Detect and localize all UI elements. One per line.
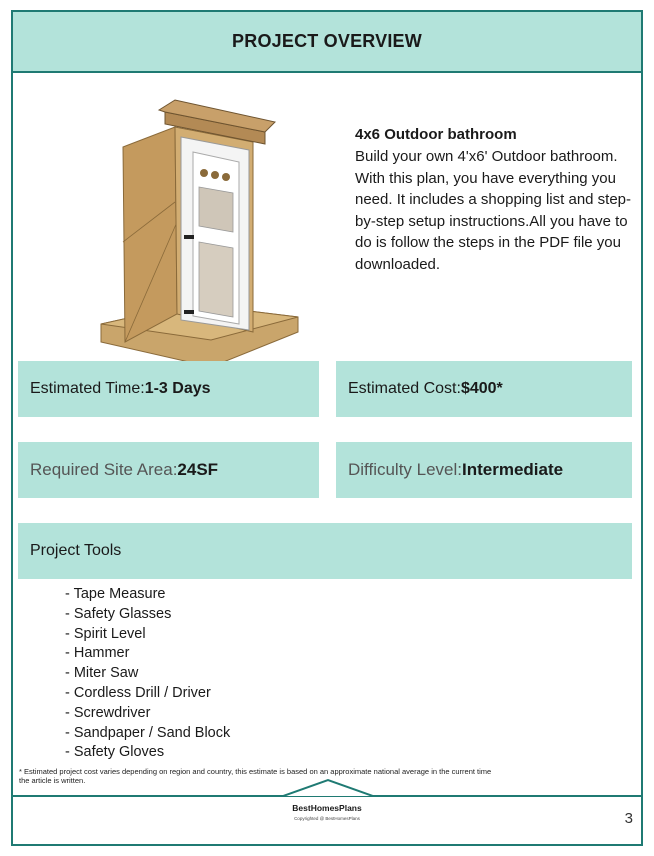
estimated-time-label: Estimated Time: (30, 380, 145, 397)
site-area-box (18, 442, 319, 498)
intro-section (355, 126, 640, 275)
page-title: PROJECT OVERVIEW (232, 31, 422, 51)
footer-notch-ornament (283, 778, 373, 798)
intro-title: 4x6 Outdoor bathroom (355, 126, 517, 143)
footer-copyright: Copyrighted @ BestHomesPlans (294, 816, 360, 821)
estimated-cost-label: Estimated Cost: (348, 380, 461, 397)
page-frame (11, 10, 643, 846)
list-item: - Spirit Level (65, 625, 146, 642)
tools-list (65, 585, 230, 763)
footer-brand: BestHomesPlans (292, 803, 362, 813)
intro-description: Build your own 4'x6' Outdoor bathroom. With this plan, you have everything you need. It includes a shopping list and step-by-step setup instructions.All you have to do is follow the steps in the PDF file you downloaded. (355, 148, 632, 273)
estimated-time-box (18, 361, 319, 417)
footnote-line: * Estimated project cost varies depending on region and country, this estimate is based on an approximate national average in the current time (19, 767, 492, 776)
project-tools-header (18, 523, 632, 579)
list-item: - Cordless Drill / Driver (65, 684, 211, 701)
list-item: - Sandpaper / Sand Block (65, 724, 231, 741)
footnote-line: the article is written. (19, 776, 86, 785)
list-item: - Hammer (65, 645, 130, 662)
header-divider (13, 71, 641, 73)
site-area-value: 24SF (177, 460, 219, 479)
outhouse-illustration (93, 92, 303, 362)
estimated-cost-value: $400* (460, 380, 503, 397)
difficulty-label: Difficulty Level: (348, 460, 463, 479)
list-item: - Tape Measure (65, 586, 166, 602)
list-item: - Screwdriver (65, 704, 151, 721)
estimated-time-value: 1-3 Days (144, 380, 211, 397)
difficulty-value: Intermediate (462, 460, 564, 479)
list-item: - Safety Gloves (65, 744, 165, 761)
difficulty-box (336, 442, 632, 498)
site-area-label: Required Site Area: (30, 460, 178, 479)
project-tools-heading: Project Tools (30, 542, 122, 559)
estimated-cost-box (336, 361, 632, 417)
page-number: 3 (624, 810, 633, 827)
list-item: - Safety Glasses (65, 605, 172, 622)
header-bar (13, 12, 641, 71)
list-item: - Miter Saw (65, 665, 139, 682)
